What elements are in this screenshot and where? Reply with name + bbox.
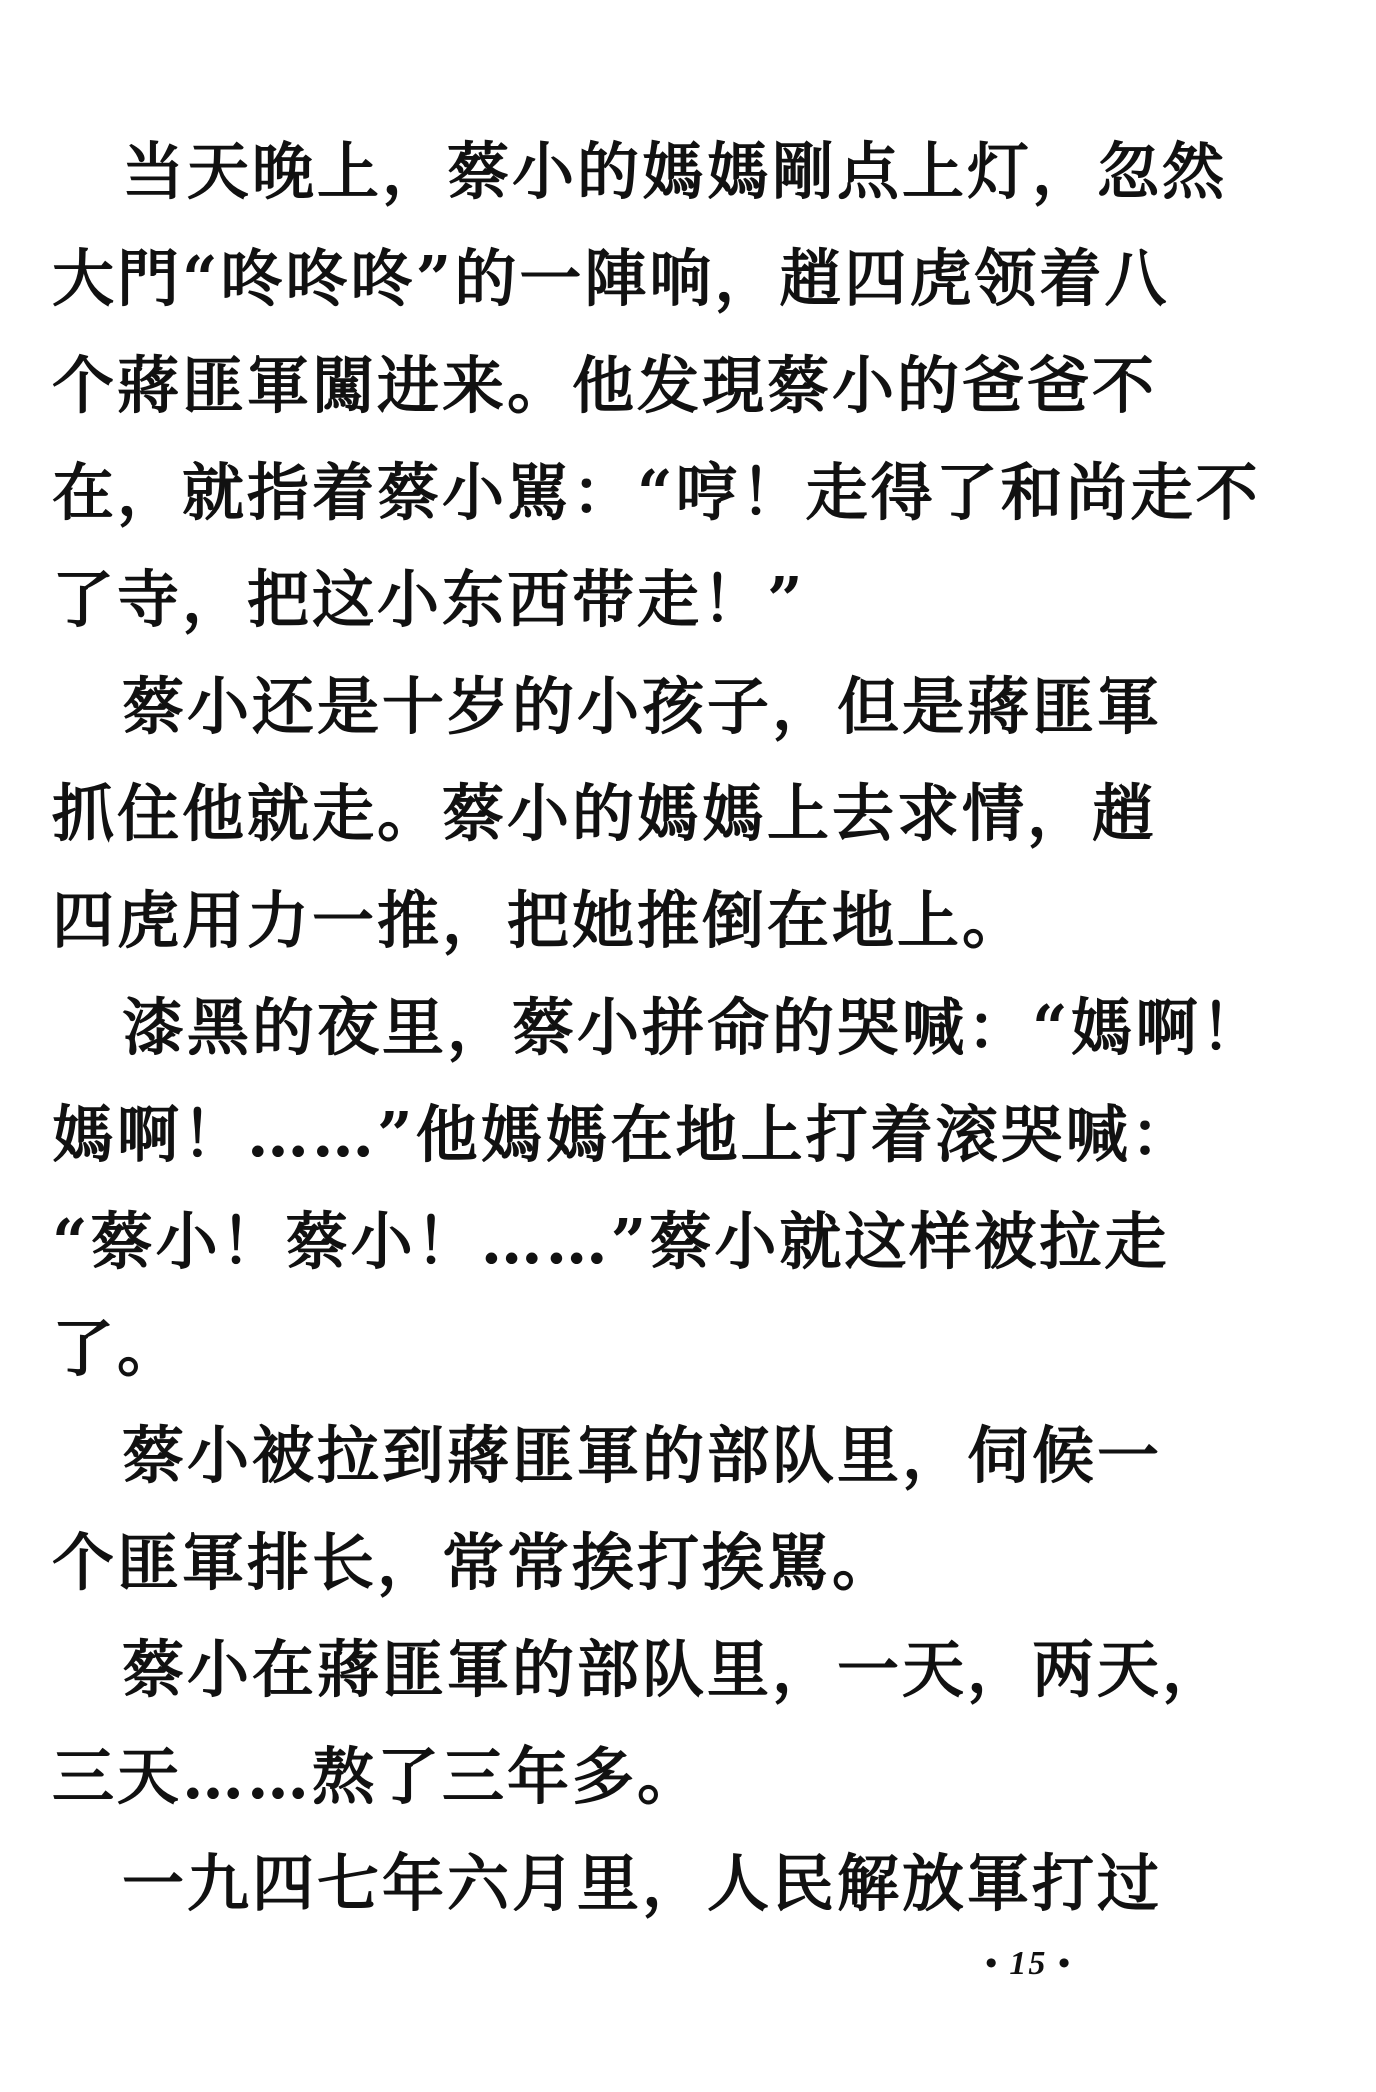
paragraph: [52, 118, 1261, 653]
text-line: 当天晚上，蔡小的媽媽剛点上灯，忽然: [122, 135, 1228, 208]
text-line: 三天……熬了三年多。: [52, 1740, 703, 1813]
text-line: 抓住他就走。蔡小的媽媽上去求情，趙: [52, 777, 1158, 850]
text-line: 个匪軍排长，常常挨打挨駡。: [52, 1526, 898, 1599]
text-line: 一九四七年六月里，人民解放軍打过: [122, 1847, 1163, 1920]
text-line: 蔡小被拉到蔣匪軍的部队里，伺候一: [122, 1419, 1163, 1492]
paragraph: [52, 974, 1266, 1402]
text-line: 了。: [52, 1312, 183, 1385]
body-text: [52, 118, 1266, 1937]
text-line: 在，就指着蔡小駡：“哼！走得了和尚走不: [52, 456, 1261, 529]
text-line: 了寺，把这小东西带走！”: [52, 563, 806, 636]
text-line: “蔡小！蔡小！……”蔡小就这样被拉走: [52, 1205, 1170, 1278]
text-line: 媽啊！……”他媽媽在地上打着滚哭喊：: [52, 1098, 1196, 1171]
paragraph: [52, 1402, 1172, 1616]
page-number: • 15 •: [985, 1945, 1072, 1982]
paragraph: [52, 1830, 1172, 1937]
text-line: 漆黑的夜里，蔡小拼命的哭喊：“媽啊！: [122, 991, 1266, 1064]
paragraph: [52, 1616, 1228, 1830]
text-line: 四虎用力一推，把她推倒在地上。: [52, 884, 1028, 957]
text-line: 蔡小还是十岁的小孩子，但是蔣匪軍: [122, 670, 1163, 743]
paragraph: [52, 653, 1172, 974]
text-line: 个蔣匪軍闖进来。他发現蔡小的爸爸不: [52, 349, 1158, 422]
text-line: 蔡小在蔣匪軍的部队里，一天，两天，: [122, 1633, 1228, 1706]
text-line: 大門“咚咚咚”的一陣响，趙四虎领着八: [52, 242, 1170, 315]
